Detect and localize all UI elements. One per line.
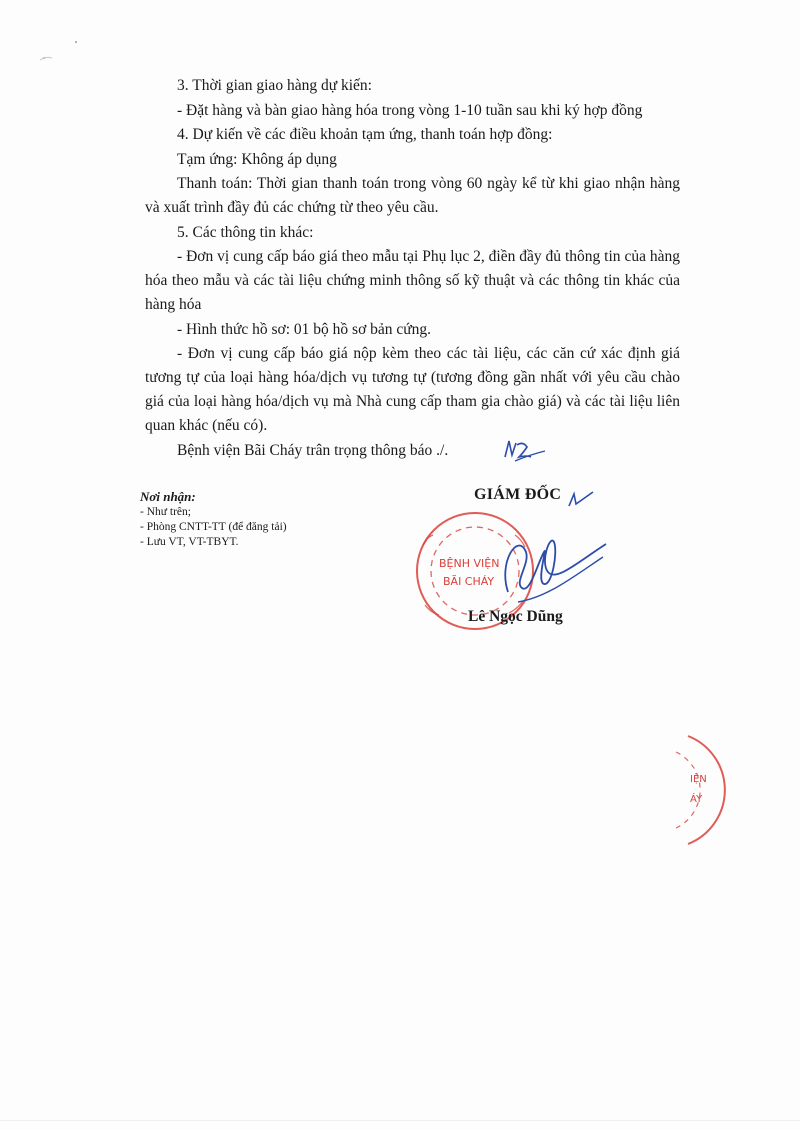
partial-seal-line2: ÁY (690, 794, 703, 805)
recipients-block (140, 489, 287, 550)
director-signature-icon (478, 522, 608, 622)
seal-text-line1: BỆNH VIỆN (439, 557, 500, 570)
tick-mark-icon (566, 488, 596, 510)
paragraph-other-heading: 5. Các thông tin khác: (177, 223, 314, 241)
paragraph-quotation-form: - Đơn vị cung cấp báo giá theo mẫu tại Phụ lục 2, điền đầy đủ thông tin của hàng hóa theo mẫu và các tài liệu chứng minh thông số kỹ thuật và các thông tin khác của hàng hóa (145, 248, 680, 313)
paragraph-payment-detail: Thanh toán: Thời gian thanh toán trong vòng 60 ngày kể từ khi giao nhận hàng và xuất trình đầy đủ các chứng từ theo yêu cầu. (145, 175, 680, 216)
scan-edge-line (0, 1120, 800, 1121)
recipient-item: - Như trên; (140, 506, 191, 518)
partial-seal-line1: IỆN (690, 774, 707, 785)
initials-mark-icon (501, 435, 547, 465)
scan-mark-icon (30, 30, 90, 70)
director-title: GIÁM ĐỐC (474, 486, 562, 503)
seal-text-line2: BÃI CHÁY (443, 575, 495, 588)
paragraph-attachments: - Đơn vị cung cấp báo giá nộp kèm theo các tài liệu, các căn cứ xác định giá tương tự của loại hàng hóa/dịch vụ tương tự (tương đồng gần nhất với yêu cầu chào giá của loại hàng hóa/dịch vụ mà Nhà cung cấp tham gia chào giá) và các tài liệu liên quan khác (nếu có). (145, 345, 680, 434)
recipients-title: Nơi nhận: (140, 489, 196, 504)
paragraph-payment-heading: 4. Dự kiến về các điều khoản tạm ứng, thanh toán hợp đồng: (177, 126, 553, 143)
closing-line (145, 439, 680, 463)
paragraph-dossier-form: - Hình thức hồ sơ: 01 bộ hồ sơ bản cứng. (177, 320, 432, 338)
recipient-item: - Lưu VT, VT-TBYT. (140, 536, 239, 548)
director-name: Lê Ngọc Dũng (468, 608, 563, 625)
paragraph-delivery-heading: 3. Thời gian giao hàng dự kiến: (177, 77, 372, 94)
recipient-item: - Phòng CNTT-TT (để đăng tải) (140, 521, 287, 533)
partial-seal-icon (668, 730, 738, 850)
paragraph-delivery-detail: - Đặt hàng và bàn giao hàng hóa trong vòng 1-10 tuần sau khi ký hợp đồng (177, 101, 643, 119)
closing-text: Bệnh viện Bãi Cháy trân trọng thông báo ./. (177, 441, 449, 459)
document-body (145, 74, 680, 463)
paragraph-advance: Tạm ứng: Không áp dụng (177, 150, 337, 168)
